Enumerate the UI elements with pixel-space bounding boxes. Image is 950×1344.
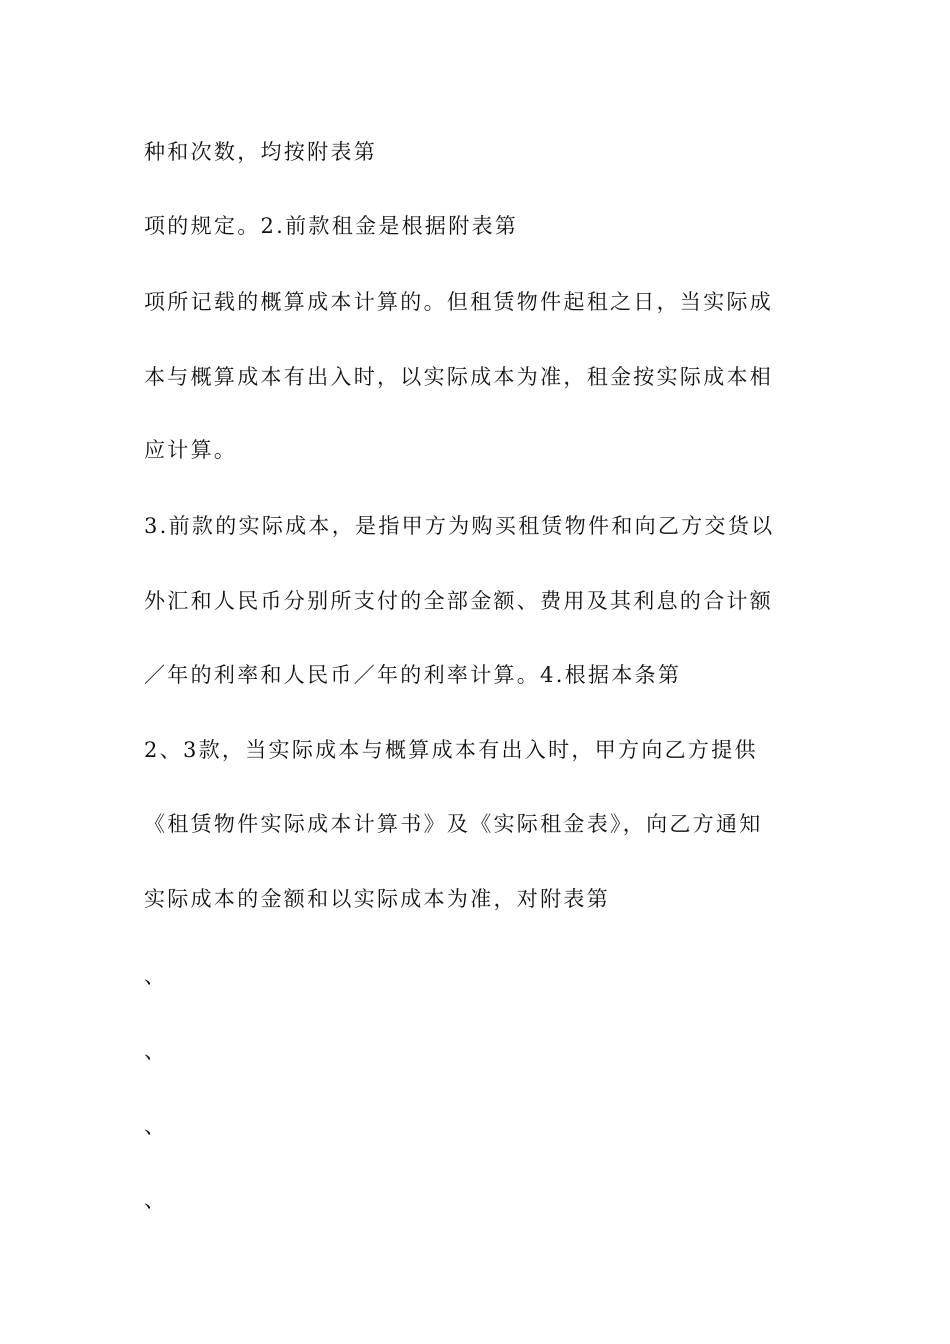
text-line-12: 、 <box>144 964 168 988</box>
text-line-13: 、 <box>144 1039 168 1063</box>
text-line-15: 、 <box>144 1188 168 1212</box>
text-line-2: 项的规定。2.前款租金是根据附表第 <box>144 214 519 238</box>
text-line-7: 外汇和人民币分别所支付的全部金额、费用及其利息的合计额 <box>144 589 774 613</box>
text-line-10: 《租赁物件实际成本计算书》及《实际租金表》，向乙方通知 <box>144 812 763 836</box>
text-line-11: 实际成本的金额和以实际成本为准，对附表第 <box>144 887 610 911</box>
text-line-1: 种和次数，均按附表第 <box>144 140 377 164</box>
text-line-4: 本与概算成本有出入时，以实际成本为准，租金按实际成本相 <box>144 365 774 389</box>
text-line-14: 、 <box>144 1114 168 1138</box>
text-line-3: 项所记载的概算成本计算的。但租赁物件起租之日，当实际成 <box>144 290 774 314</box>
text-line-9: 2、3款，当实际成本与概算成本有出入时，甲方向乙方提供 <box>144 738 758 762</box>
text-line-5: 应计算。 <box>144 438 238 462</box>
text-line-6: 3.前款的实际成本，是指甲方为购买租赁物件和向乙方交货以 <box>144 514 775 538</box>
text-line-8: ／年的利率和人民币／年的利率计算。4.根据本条第 <box>144 663 682 687</box>
